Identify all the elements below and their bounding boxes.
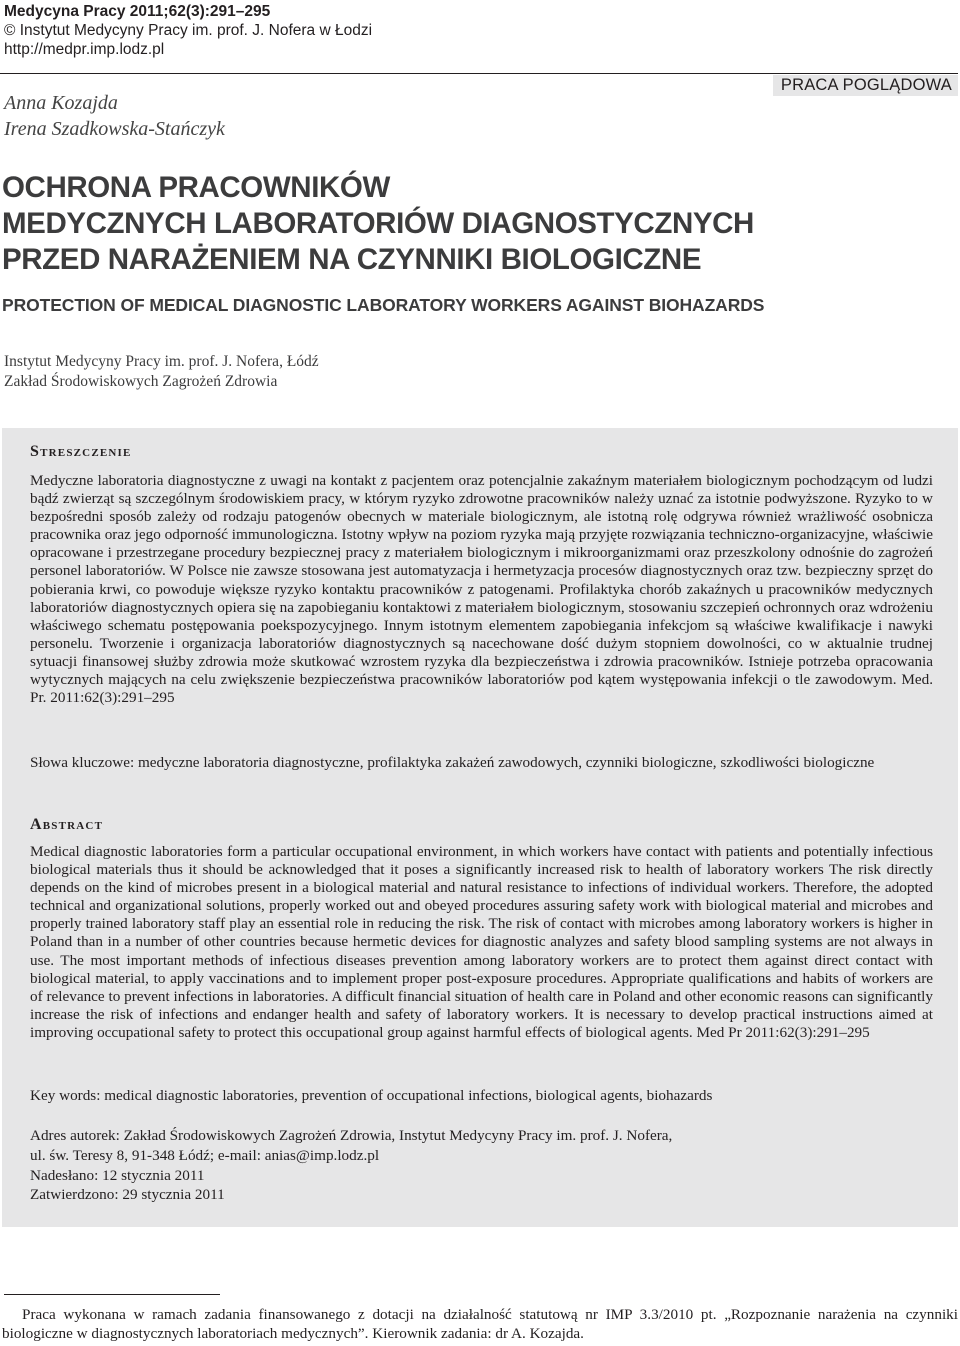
- abstract-heading: Abstract: [30, 816, 104, 833]
- authors: [4, 90, 225, 142]
- correspondence-address: [30, 1126, 933, 1205]
- address-line: ul. św. Teresy 8, 91-348 Łódź; e-mail: anias@imp.lodz.pl: [30, 1146, 380, 1164]
- article-title-pl: [2, 170, 754, 278]
- address-line: Adres autorek: Zakład Środowiskowych Zagrożeń Zdrowia, Instytut Medycyny Pracy im. prof. J. Nofera,: [30, 1127, 673, 1144]
- title-line: PRZED NARAŻENIEM NA CZYNNIKI BIOLOGICZNE: [2, 243, 702, 276]
- streszczenie-heading: Streszczenie: [30, 443, 132, 460]
- article-title-en: PROTECTION OF MEDICAL DIAGNOSTIC LABORATORY WORKERS AGAINST BIOHAZARDS: [2, 295, 765, 315]
- journal-header: [4, 2, 372, 59]
- abstract-box: [2, 428, 958, 1227]
- author-name: Irena Szadkowska-Stańczyk: [4, 118, 225, 140]
- title-line: OCHRONA PRACOWNIKÓW: [2, 171, 390, 204]
- received-date: Nadesłano: 12 stycznia 2011: [30, 1166, 205, 1184]
- affiliation: [4, 352, 319, 392]
- article-type-badge: PRACA POGLĄDOWA: [773, 75, 958, 96]
- affiliation-line: Zakład Środowiskowych Zagrożeń Zdrowia: [4, 373, 278, 390]
- streszczenie-text: Medyczne laboratoria diagnostyczne z uwagi na kontakt z pacjentem oraz potencjalnie zakaźnym materiałem biologicznym pochodzącym od ludzi bądź zwierząt są szczególnym środowiskiem pracy, w którym ryzyko zdrowotne pracowników należy uznać za istotnie podwyższone. Ryzyko to w bezpośredni sposób zależy od rodzaju patogenów obecnych w materiale biologicznym, ale istotną rolę odgrywa również wrażliwość osobnicza pracownika oraz jego odporność immunologiczna. Istotny wpływ na poziom ryzyka mają przyjęte rozwiązania techniczno-organizacyjne, właściwie opracowane i przestrzegane procedury bezpiecznej pracy z materiałem biologicznym i mikroorganizmami oraz przeszkolony odnośnie do zagrożeń personel laboratoriów. W Polsce nie zawsze stosowana jest automatyzacja i hermetyzacja procesów diagnostycznych oraz tzw. bezpieczny sprzęt do pobierania krwi, co powoduje większe ryzyko kontaktu pracowników z patogenami. Profilaktyka chorób zakaźnych u pracowników medycznych laboratoriów diagnostycznych opiera się na zapobieganiu kontaktowi z materiałem biologicznym, stosowaniu szczepień ochronnych oraz wdrożeniu właściwego schematu postępowania poekspozycyjnego. Innym istotnym elementem zapobiegania infekcjom są właściwe kwalifikacje i nawyki personelu. Tworzenie i organizacja laboratoriów diagnostycznych są nacechowane dość dużym stopniem dowolności, co w aktualnie trudnej sytuacji finansowej służby zdrowia może skutkować wzrostem ryzyka dla bezpieczeństwa i zdrowia pracowników. Istnieje potrzeba opracowania wytycznych mających na celu zwiększenie bezpieczeństwa pracowników laboratoriów pod kątem występowania infekcji o tle zawodowym. Med. Pr. 2011:62(3):291–295: [30, 472, 933, 707]
- keywords-en: Key words: medical diagnostic laboratories, prevention of occupational infections, biological agents, biohazards: [30, 1087, 713, 1104]
- author-name: Anna Kozajda: [4, 92, 118, 114]
- abstract-text: Medical diagnostic laboratories form a particular occupational environment, in which workers have contact with patients and potentially infectious biological materials thus it should be acknowledged that it poses a significantly increased risk to health of laboratory workers The risk directly depends on the kind of microbes present in a biological material and natural resistance to infections of individual workers. Therefore, the adopted technical and organizational solutions, properly worked out and obeyed procedures assuring safety work with biological material and microbes and properly trained laboratory staff play an essential role in reducing the risk. The risk of contact with microbes among laboratory workers is higher in Poland than in a number of other countries because hermetic devices for diagnostic analyzes and safety blood sampling systems are not always in use. The most important methods of infectious diseases prevention among laboratory workers are to protect them against direct contact with biological material, to apply vaccinations and to implement proper post-exposure procedures. Appropriate qualifications and habits of workers are of relevance to prevent infections in laboratories. A difficult financial situation of health care in Poland and other economic reasons can significantly increase the risk of infections and endanger health and safety of laboratory workers. It is necessary to develop practical instructions aimed at improving occupational safety to protect this occupational group against harmful effects of biological agents. Med Pr 2011:62(3):291–295: [30, 843, 933, 1041]
- keywords-pl: Słowa kluczowe: medyczne laboratoria diagnostyczne, profilaktyka zakażeń zawodowych, czynniki biologiczne, szkodliwości biologiczne: [30, 754, 875, 771]
- journal-copyright: © Instytut Medycyny Pracy im. prof. J. Nofera w Łodzi: [4, 22, 373, 39]
- footnote-divider: [4, 1294, 220, 1295]
- footnote: Praca wykonana w ramach zadania finansowanego z dotacji na działalność statutową nr IMP 3.3/2010 pt. „Rozpoznanie narażenia na czynniki biologiczne w diagnostycznych laboratoriach medycznych”. Kierownik zadania: dr A. Kozajda.: [2, 1306, 958, 1342]
- title-line: MEDYCZNYCH LABORATORIÓW DIAGNOSTYCZNYCH: [2, 207, 754, 240]
- journal-citation: Medycyna Pracy 2011;62(3):291–295: [4, 3, 271, 20]
- journal-url-link[interactable]: http://medpr.imp.lodz.pl: [4, 41, 165, 58]
- header-divider: [0, 73, 958, 74]
- accepted-date: Zatwierdzono: 29 stycznia 2011: [30, 1186, 225, 1204]
- affiliation-line: Instytut Medycyny Pracy im. prof. J. Nofera, Łódź: [4, 353, 319, 370]
